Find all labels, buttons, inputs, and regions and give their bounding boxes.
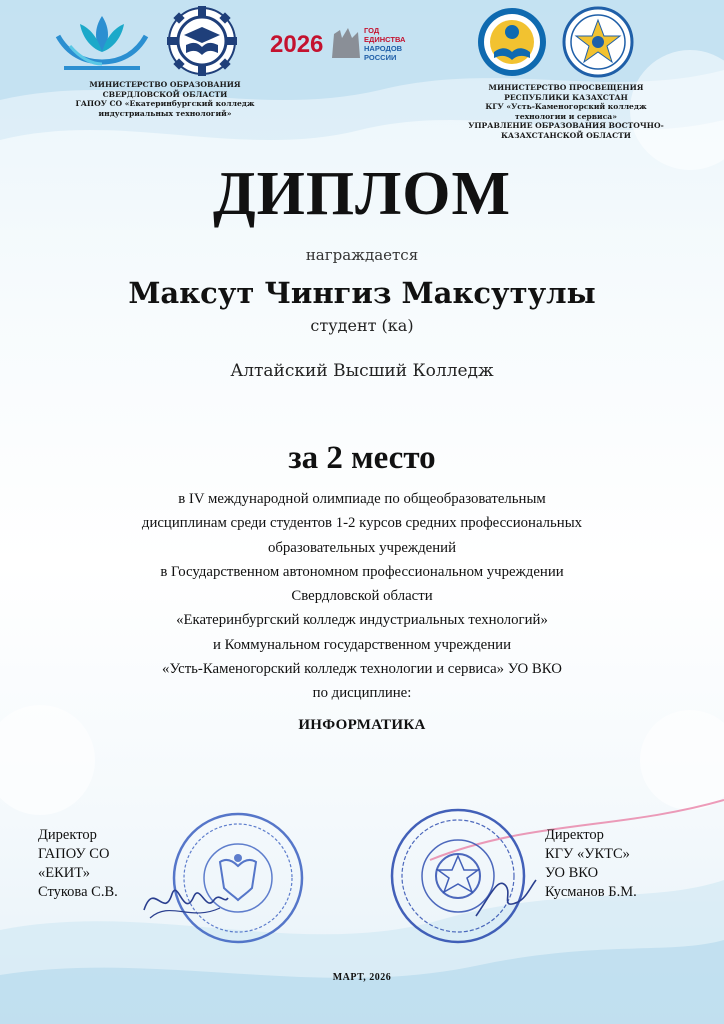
college-kz-emblem bbox=[562, 6, 634, 78]
description-line-1: в IV международной олимпиаде по общеобразовательным bbox=[178, 491, 546, 507]
right-organization-header bbox=[440, 83, 692, 141]
right-org-line-2: РЕСПУБЛИКИ КАЗАХСТАН bbox=[504, 92, 628, 102]
left-signatory-line-4: Стукова С.В. bbox=[38, 884, 118, 900]
right-org-line-4: технологии и сервиса» bbox=[515, 111, 617, 121]
description-line-7: и Коммунальном государственном учреждении bbox=[212, 636, 512, 653]
left-signatory-line-3: «ЕКИТ» bbox=[38, 865, 90, 881]
year-logo-line-1: ГОД bbox=[364, 26, 380, 35]
recipient-college: Алтайский Высший Колледж bbox=[230, 361, 494, 381]
description-line-5: Свердловской области bbox=[291, 588, 433, 605]
left-signatory-line-1: Директор bbox=[38, 827, 97, 843]
gear-book-logo bbox=[164, 5, 240, 77]
right-signatory-line-2: КГУ «УКТС» bbox=[545, 846, 630, 862]
right-signatory-line-1: Директор bbox=[545, 827, 604, 843]
left-org-line-3: ГАПОУ СО «Екатеринбургский колледж bbox=[75, 99, 255, 109]
recipient-name: Максут Чингиз Максутулы bbox=[128, 276, 596, 310]
awarded-text: награждается bbox=[305, 246, 419, 264]
recipient-role: студент (ка) bbox=[310, 316, 414, 335]
right-signatory bbox=[545, 826, 637, 902]
right-org-line-3: КГУ «Усть-Каменогорский колледж bbox=[485, 102, 647, 112]
subject-name: ИНФОРМАТИКА bbox=[298, 717, 426, 733]
right-signature bbox=[470, 866, 540, 926]
year-logo-line-2: ЕДИНСТВА bbox=[364, 35, 406, 44]
left-signature bbox=[140, 860, 230, 930]
award-description bbox=[90, 487, 634, 706]
right-org-line-1: МИНИСТЕРСТВО ПРОСВЕЩЕНИЯ bbox=[488, 83, 644, 92]
right-signatory-line-3: УО ВКО bbox=[545, 865, 599, 881]
right-org-line-5: УПРАВЛЕНИЕ ОБРАЗОВАНИЯ ВОСТОЧНО- bbox=[468, 121, 664, 131]
ministry-kz-emblem bbox=[476, 6, 548, 78]
left-org-line-4: индустриальных технологий» bbox=[98, 108, 232, 118]
left-org-line-1: МИНИСТЕРСТВО ОБРАЗОВАНИЯ bbox=[89, 80, 241, 89]
description-line-9: по дисциплине: bbox=[312, 685, 412, 702]
year-of-unity-logo bbox=[268, 24, 414, 62]
left-organization-header bbox=[60, 80, 270, 118]
left-org-line-2: СВЕРДЛОВСКОЙ ОБЛАСТИ bbox=[102, 89, 228, 99]
diploma-title: ДИПЛОМ bbox=[212, 160, 512, 228]
lotus-hands-logo bbox=[50, 6, 154, 72]
right-signatory-line-4: Кусманов Б.М. bbox=[545, 884, 637, 900]
year-logo-year: 2026 bbox=[270, 31, 324, 58]
award-place: за 2 место bbox=[288, 440, 436, 476]
left-signatory-line-2: ГАПОУ СО bbox=[38, 846, 110, 862]
description-line-6: «Екатеринбургский колледж индустриальных технологий» bbox=[176, 612, 548, 629]
left-signatory bbox=[38, 826, 118, 902]
right-org-line-6: КАЗАХСТАНСКОЙ ОБЛАСТИ bbox=[501, 130, 631, 140]
year-logo-line-3: НАРОДОВ bbox=[364, 44, 403, 53]
description-line-4: в Государственном автономном профессиональном учреждении bbox=[160, 563, 564, 580]
year-logo-line-4: РОССИИ bbox=[364, 53, 397, 62]
description-line-2: дисциплинам среди студентов 1-2 курсов средних профессиональных bbox=[141, 515, 583, 532]
description-line-3: образовательных учреждений bbox=[267, 539, 457, 556]
description-line-8: «Усть-Каменогорский колледж технологии и сервиса» УО ВКО bbox=[162, 661, 562, 678]
issue-date: МАРТ, 2026 bbox=[332, 972, 392, 983]
